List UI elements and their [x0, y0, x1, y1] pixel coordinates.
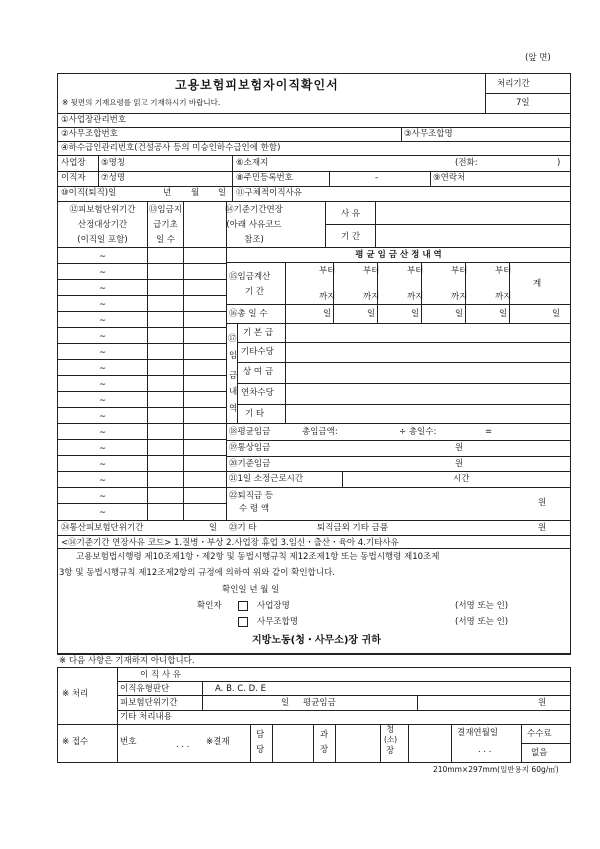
to-label: 까지: [363, 292, 380, 302]
other-label: ㉓기 타: [229, 523, 257, 533]
extension-reason-label: 사 유: [340, 209, 361, 219]
approval-date-dots: . . .: [478, 745, 492, 755]
wage-breakdown-side: 내: [229, 387, 238, 397]
ordinary-wage-label: ⑲통상임금: [229, 443, 271, 453]
wage-days-label-a: ⑬임금지: [148, 205, 183, 215]
subcontractor-no-label: ④하수급인관리번호(건설공사 등의 미승인하수급인에 한함): [61, 143, 281, 153]
other-processing-label: 기타 처리내용: [120, 712, 172, 722]
sign-label: (서명 또는 인): [455, 617, 509, 627]
period-tilde: ~: [98, 396, 107, 406]
processing-period-value: 7일: [516, 98, 530, 108]
won-unit: 원: [455, 459, 464, 469]
leave-date-month: 월: [191, 188, 200, 198]
formula-equals: =: [485, 427, 493, 437]
wage-calc-period-label-a: ⑮임금계산: [229, 272, 271, 282]
wage-breakdown-side: 금: [229, 371, 238, 381]
confirmer-label: 확인자: [197, 601, 222, 611]
law-text-line2: 3항 및 동법시행규칙 제12조제2항의 규정에 의하여 위와 같이 확인합니다.: [59, 568, 335, 578]
office-chief-label: 장: [386, 746, 395, 756]
leave-date-year: 년: [163, 188, 172, 198]
wage-section-heading: 평 균 임 금 산 정 내 역: [355, 250, 442, 260]
office-union-no-label: ②사무조합번호: [61, 129, 118, 139]
period-tilde: ~: [98, 252, 107, 262]
base-extension-label-c: 참조): [244, 235, 264, 245]
period-tilde: ~: [98, 300, 107, 310]
leave-type-options: A. B. C. D. E: [215, 684, 266, 694]
annual-allowance-label: 연차수당: [241, 388, 274, 398]
period-tilde: ~: [98, 444, 107, 454]
avg-wage-label: ⑱평균임금: [229, 427, 271, 437]
hours-unit: 시간: [453, 474, 470, 484]
workplace-name-label: ⑤명칭: [101, 158, 126, 168]
won-unit: 원: [538, 698, 547, 708]
from-label: 부터: [407, 266, 424, 276]
period-tilde: ~: [98, 380, 107, 390]
leave-date-day: 일: [218, 188, 227, 198]
won-unit: 원: [538, 498, 547, 508]
period-tilde: ~: [98, 508, 107, 518]
day-unit: 일: [367, 309, 376, 319]
period-tilde: ~: [98, 364, 107, 374]
receipt-label: ※ 접수: [62, 737, 89, 747]
to-label: 까지: [407, 292, 424, 302]
leave-date-label: ⑩이직(퇴직)일: [61, 188, 117, 198]
contact-label: ⑨연락처: [433, 173, 466, 183]
office-chief-label: (소): [384, 735, 398, 744]
approval-date-label: 결재연월일: [457, 728, 499, 738]
period-tilde: ~: [98, 268, 107, 278]
period-tilde: ~: [98, 332, 107, 342]
to-label: 까지: [319, 292, 336, 302]
charge-label: 당: [256, 745, 265, 755]
insured-unit-day: 일: [281, 698, 290, 708]
other-allowance-label: 기타수당: [241, 347, 274, 357]
resident-no-label: ⑧주민등록번호: [236, 173, 293, 183]
extension-reason-codes: <⑭기준기간 연장사유 코드> 1.질병・부상 2.사업장 휴업 3.임신・출산・육아 4.기타사유: [61, 538, 399, 548]
period-tilde: ~: [98, 316, 107, 326]
leave-type-judge-label: 이직유형판단: [120, 684, 170, 694]
period-tilde: ~: [98, 476, 107, 486]
base-extension-label-b: (아래 사유코드: [226, 220, 282, 230]
confirm-date-label: 확인일 년 월 일: [222, 585, 280, 595]
to-label: 까지: [495, 292, 512, 302]
leave-reason-label: ⑪구체적이직사유: [236, 188, 302, 198]
period-tilde: ~: [98, 284, 107, 294]
total-insured-period-label: ㉔통산피보험단위기간: [61, 523, 144, 533]
from-label: 부터: [319, 266, 336, 276]
incl-leave-date-label: (이직일 포함): [77, 235, 128, 245]
avg-wage-row-label: 평균임금: [303, 698, 336, 708]
leaver-name-label: ⑦성명: [101, 173, 126, 183]
wage-days-label-c: 일 수: [155, 235, 176, 245]
office-union-name-label: ③사무조합명: [404, 129, 453, 139]
base-wage-label: ⑳기준임금: [229, 459, 271, 469]
base-extension-label-a: ⑭기준기간연장: [225, 205, 283, 215]
total-days-label: ⑯총 일 수: [229, 309, 268, 319]
section-chief-label: 장: [320, 745, 329, 755]
leaver-label: 이직자: [61, 173, 86, 183]
instruction-note: ※ 뒷면의 기재요령를 읽고 기재하시기 바랍니다.: [62, 98, 221, 107]
formula-total-wage: 총임금액:: [302, 427, 338, 437]
receipt-date-dots: . . .: [176, 740, 190, 750]
bonus-label: 상 여 금: [243, 367, 274, 377]
to-label: 까지: [451, 292, 468, 302]
sign-label: (서명 또는 인): [455, 601, 509, 611]
receipt-number-label: 번호: [120, 737, 137, 747]
total-insured-day-unit: 일: [209, 523, 218, 533]
wage-days-label-b: 급기초: [153, 220, 178, 230]
workplace-label: 사업장: [61, 158, 86, 168]
from-label: 부터: [363, 266, 380, 276]
severance-label-a: ㉒퇴직금 등: [229, 491, 274, 501]
processing-label: ※ 처리: [62, 689, 89, 699]
total-column-label: 계: [533, 279, 542, 289]
period-tilde: ~: [98, 428, 107, 438]
period-tilde: ~: [98, 348, 107, 358]
processing-period-label: 처리기간: [497, 79, 530, 89]
period-tilde: ~: [98, 492, 107, 502]
extension-period-label: 기 간: [340, 232, 361, 242]
wage-breakdown-no: ⑰: [228, 334, 237, 344]
wage-breakdown-side: 임: [229, 351, 238, 361]
phone-close: ): [557, 158, 561, 168]
leave-reason-row-label: 이 직 사 유: [140, 670, 181, 680]
phone-label: (전화:: [455, 158, 478, 168]
fee-label: 수수료: [527, 729, 552, 739]
charge-label: 담: [256, 730, 265, 740]
day-unit: 일: [455, 309, 464, 319]
insured-unit-period-label: 피보험단위기간: [120, 698, 178, 708]
from-label: 부터: [451, 266, 468, 276]
approval-label: ※결재: [206, 737, 230, 747]
page-side-label: (앞 면): [525, 53, 551, 63]
period-tilde: ~: [98, 460, 107, 470]
workplace-option-label: 사업장명: [257, 601, 290, 611]
office-chief-label: 청: [386, 725, 395, 735]
calc-period-label: 산정대상기간: [77, 220, 128, 230]
section-chief-label: 과: [320, 730, 329, 740]
day-unit: 일: [323, 309, 332, 319]
day-unit: 일: [552, 309, 561, 319]
wage-calc-period-label-b: 기 간: [245, 287, 265, 297]
other-money-label: 퇴직금외 기타 금품: [317, 523, 389, 533]
insured-period-label: ⑫피보험단위기간: [69, 205, 136, 215]
day-unit: 일: [411, 309, 420, 319]
period-tilde: ~: [98, 412, 107, 422]
form-title: 고용보험피보험자이직확인서: [175, 78, 339, 92]
from-label: 부터: [495, 266, 512, 276]
workplace-mgmt-no-label: ①사업장관리번호: [61, 115, 127, 125]
fee-none: 없음: [531, 748, 548, 758]
formula-total-days: ÷ 총일수:: [399, 427, 437, 437]
workplace-checkbox[interactable]: [238, 601, 248, 611]
law-text-line1: 고용보험법시행령 제10조제1항・제2항 및 동법시행규칙 제12조제1항 또는 동법시행령 제10조제: [76, 552, 440, 562]
not-to-fill-note: ※ 다음 사항은 기재하지 아니합니다.: [59, 656, 195, 666]
daily-hours-label: ㉑1일 소정근로시간: [229, 474, 304, 484]
office-union-option-label: 사무조합명: [257, 617, 299, 627]
paper-spec: 210mm×297mm(일반용지 60g/㎡): [433, 765, 559, 774]
etc-pay-label: 기 타: [245, 409, 265, 419]
won-unit: 원: [538, 523, 547, 533]
severance-label-b: 수 령 액: [239, 504, 270, 514]
day-unit: 일: [499, 309, 508, 319]
won-unit: 원: [455, 443, 464, 453]
location-label: ⑥소재지: [236, 158, 269, 168]
wage-breakdown-side: 역: [229, 404, 238, 414]
resident-no-dash: -: [375, 173, 379, 183]
basic-pay-label: 기 본 급: [243, 328, 274, 338]
office-union-checkbox[interactable]: [238, 617, 248, 627]
addressee: 지방노동(청・사무소)장 귀하: [252, 635, 381, 646]
